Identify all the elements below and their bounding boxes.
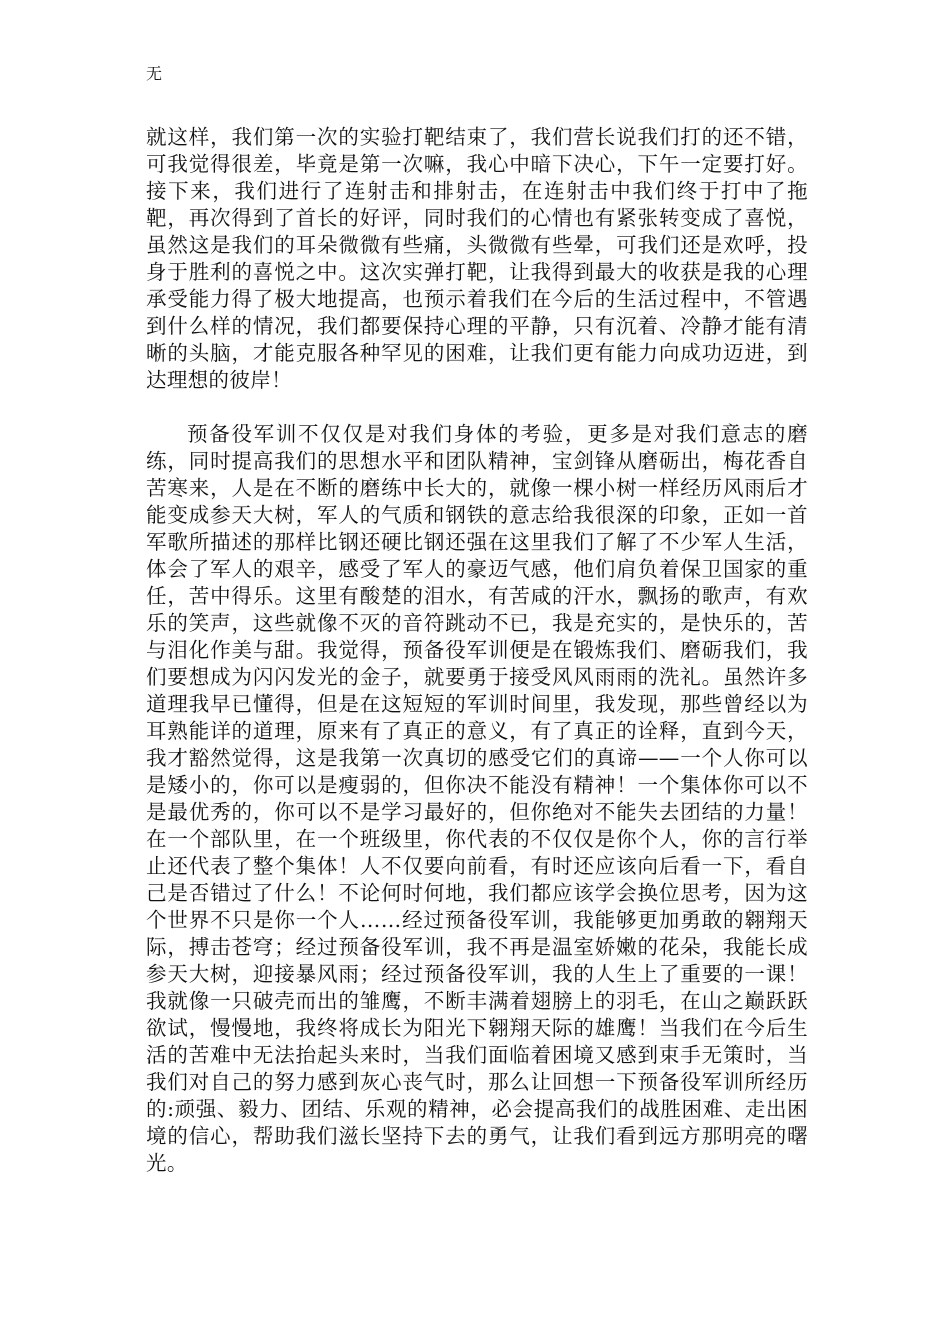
document-body (146, 124, 808, 1177)
paragraph-2: 预备役军训不仅仅是对我们身体的考验，更多是对我们意志的磨练，同时提高我们的思想水平和团队精神，宝剑锋从磨砺出，梅花香自苦寒来，人是在不断的磨练中长大的，就像一棵小树一样经历风雨后才能变成参天大树，军人的气质和钢铁的意志给我很深的印象，正如一首军歌所描述的那样比钢还硬比钢还强在这里我们了解了不少军人生活，体会了军人的艰辛，感受了军人的豪迈气感，他们肩负着保卫国家的重任，苦中得乐。这里有酸楚的泪水，有苦咸的汗水，飘扬的歌声，有欢乐的笑声，这些就像不灭的音符跳动不已，我是充实的，是快乐的，苦与泪化作美与甜。我觉得，预备役军训便是在锻炼我们、磨砺我们，我们要想成为闪闪发光的金子，就要勇于接受风风雨雨的洗礼。虽然许多道理我早已懂得，但是在这短短的军训时间里，我发现，那些曾经以为耳熟能详的道理，原来有了真正的意义，有了真正的诠释，直到今天，我才豁然觉得，这是我第一次真切的感受它们的真谛——一个人你可以是矮小的，你可以是瘦弱的，但你决不能没有精神！一个集体你可以不是最优秀的，你可以不是学习最好的，但你绝对不能失去团结的力量！在一个部队里，在一个班级里，你代表的不仅仅是你个人，你的言行举止还代表了整个集体！人不仅要向前看，有时还应该向后看一下，看自己是否错过了什么！不论何时何地，我们都应该学会换位思考，因为这个世界不只是你一个人……经过预备役军训，我能够更加勇敢的翱翔天际，搏击苍穹；经过预备役军训，我不再是温室娇嫩的花朵，我能长成参天大树，迎接暴风雨；经过预备役军训，我的人生上了重要的一课！我就像一只破壳而出的雏鹰，不断丰满着翅膀上的羽毛，在山之巅跃跃欲试，慢慢地，我终将成长为阳光下翱翔天际的雄鹰！当我们在今后生活的苦难中无法抬起头来时，当我们面临着困境又感到束手无策时，当我们对自己的努力感到灰心丧气时，那么让回想一下预备役军训所经历的:顽强、毅力、团结、乐观的精神，必会提高我们的战胜困难、走出困境的信心，帮助我们滋长坚持下去的勇气，让我们看到远方那明亮的曙光。 (146, 422, 808, 1175)
page-header: 无 (146, 64, 163, 83)
paragraph-1: 就这样，我们第一次的实验打靶结束了，我们营长说我们打的还不错，可我觉得很差，毕竟是第一次嘛，我心中暗下决心，下午一定要打好。接下来，我们进行了连射击和排射击，在连射击中我们终于打中了拖靶，再次得到了首长的好评，同时我们的心情也有紧张转变成了喜悦，虽然这是我们的耳朵微微有些痛，头微微有些晕，可我们还是欢呼，投身于胜利的喜悦之中。这次实弹打靶，让我得到最大的收获是我的心理承受能力得了极大地提高，也预示着我们在今后的生活过程中，不管遇到什么样的情况，我们都要保持心理的平静，只有沉着、冷静才能有清晰的头脑，才能克服各种罕见的困难，让我们更有能力向成功迈进，到达理想的彼岸！ (146, 125, 808, 392)
